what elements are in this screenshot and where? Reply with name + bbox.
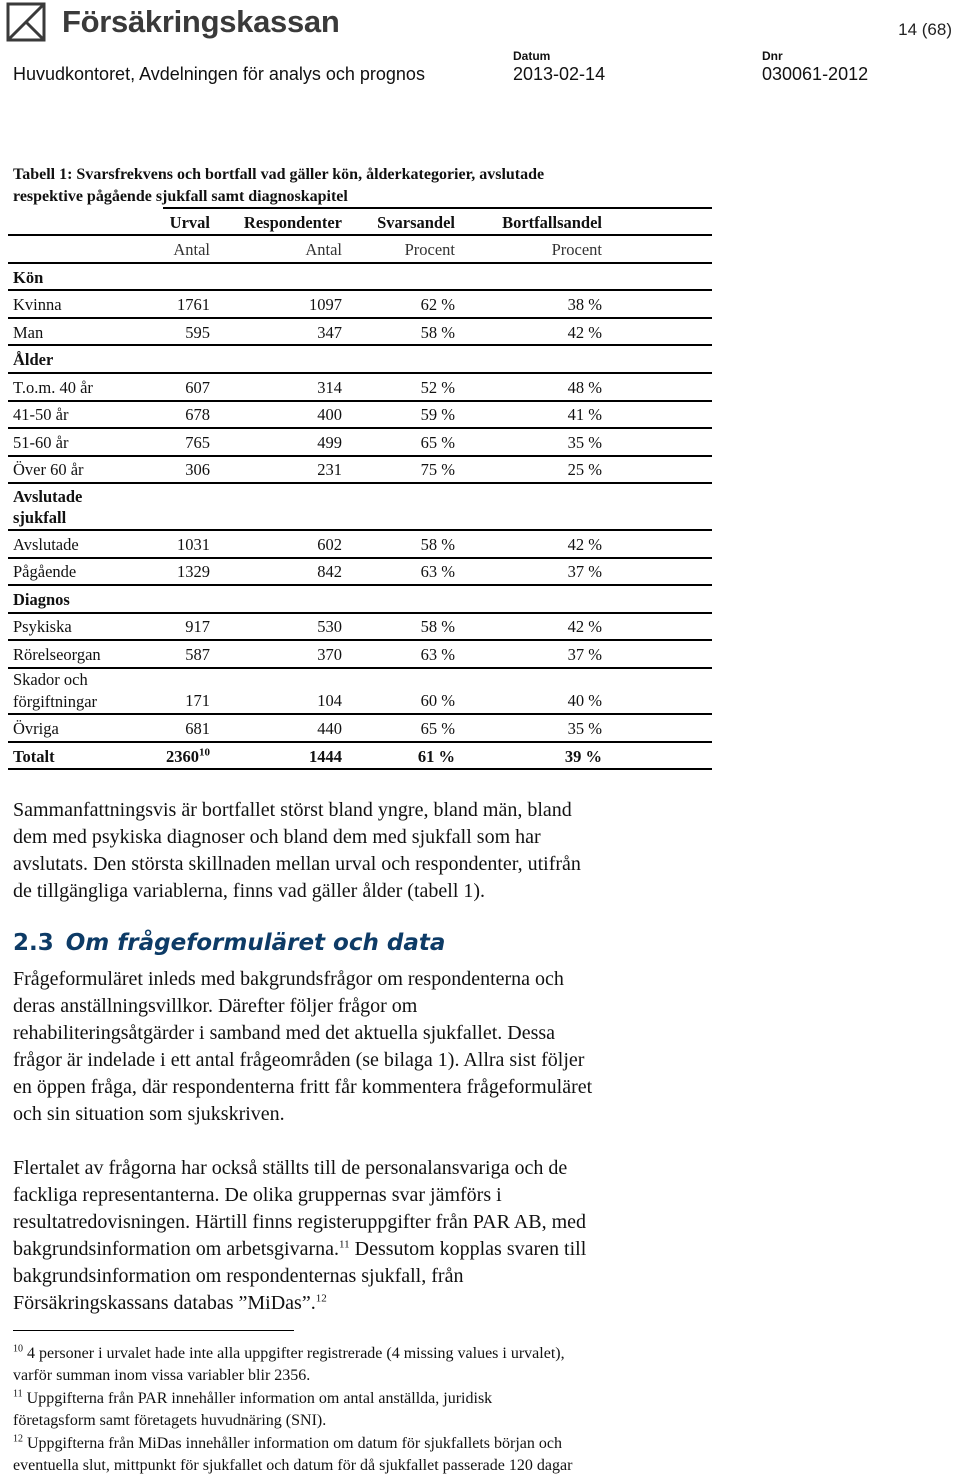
text-line: Frågeformuläret inleds med bakgrundsfrågor om respondenterna och: [13, 968, 564, 990]
footnote-ref: 12: [315, 1292, 327, 1305]
cell-bortfallsandel: 48 %: [567, 378, 602, 397]
footnote-separator: [13, 1330, 294, 1331]
footnote-line: företagsform samt företagets huvudnäring (SNI).: [13, 1412, 327, 1429]
column-header-urval: Urval: [169, 213, 210, 232]
cell-respondenter: 530: [317, 617, 342, 636]
text-line: avslutats. Den största skillnaden mellan urval och respondenter, utifrån: [13, 853, 581, 875]
footnote-text: Uppgifterna från PAR innehåller information om antal anställda, juridisk: [22, 1390, 493, 1407]
row-label: Kvinna: [13, 295, 62, 314]
table-rule: [8, 713, 712, 715]
column-unit: Procent: [551, 240, 602, 259]
text-line: [13, 1236, 713, 1263]
text-line: bakgrundsinformation om respondenternas sjukfall, från: [13, 1265, 464, 1287]
table-rule: [8, 741, 712, 743]
column-unit: Antal: [173, 240, 210, 259]
row-label: 51-60 år: [13, 433, 69, 452]
table-rule: [163, 207, 712, 209]
table-rule: [8, 639, 712, 641]
text-line: dem med psykiska diagnoser och bland dem med sjukfall som har: [13, 826, 541, 848]
cell-respondenter: 499: [317, 433, 342, 452]
row-label-total: Totalt: [13, 747, 55, 766]
cell-urval: 306: [185, 460, 210, 479]
footnote-10: [13, 1343, 733, 1387]
column-header-svarsandel: Svarsandel: [377, 213, 455, 232]
cell-respondenter: 231: [317, 460, 342, 479]
footnote-11: [13, 1388, 733, 1432]
footnote-12: [13, 1433, 733, 1477]
page-number: 14 (68): [898, 20, 952, 39]
table-rule: [8, 372, 712, 374]
row-label-line: förgiftningar: [13, 692, 98, 711]
date-value: 2013-02-14: [513, 64, 606, 84]
cell-respondenter: 347: [317, 323, 342, 342]
table-rule: [8, 768, 712, 770]
cell-urval: 1761: [177, 295, 210, 314]
cell-bortfallsandel: 37 %: [567, 562, 602, 581]
row-label: Avslutade: [13, 535, 79, 554]
table-rule: [8, 234, 712, 236]
cell-urval: 607: [185, 378, 210, 397]
section-title: Om frågeformuläret och data: [65, 930, 446, 956]
text-line: frågor är indelade i ett antal frågeområden (se bilaga 1). Allra sist följer: [13, 1049, 585, 1071]
section-header-line: sjukfall: [13, 508, 67, 527]
table-rule: [8, 557, 712, 559]
cell-bortfallsandel: 37 %: [567, 645, 602, 664]
paragraph-questionnaire: [13, 966, 713, 1128]
row-label: Pågående: [13, 562, 77, 581]
cell-respondenter: 440: [317, 719, 342, 738]
cell-bortfallsandel: 25 %: [567, 460, 602, 479]
row-label: Övriga: [13, 719, 59, 738]
table-rule: [8, 612, 712, 614]
section-heading: [13, 930, 445, 956]
table-rule: [8, 584, 712, 586]
text-line: de tillgängliga variablerna, finns vad gäller ålder (tabell 1).: [13, 880, 486, 902]
cell-svarsandel: 59 %: [420, 405, 455, 424]
column-unit: Antal: [305, 240, 342, 259]
footnote-number: 12: [13, 1433, 23, 1445]
cell-urval: 765: [185, 433, 210, 452]
footnote-number: 11: [13, 1388, 23, 1400]
cell-respondenter: 842: [317, 562, 342, 581]
cell-svarsandel-total: 61 %: [417, 747, 455, 766]
cell-svarsandel: 63 %: [420, 645, 455, 664]
department-name: Huvudkontoret, Avdelningen för analys och prognos: [13, 64, 425, 84]
footnote-line: [13, 1388, 733, 1410]
table-rule: [8, 667, 712, 669]
cell-svarsandel: 63 %: [420, 562, 455, 581]
text-line: en öppen fråga, där respondenterna fritt får kommentera frågeformuläret: [13, 1076, 593, 1098]
cell-bortfallsandel: 42 %: [567, 617, 602, 636]
footnote-ref: 11: [339, 1238, 350, 1251]
house-roof-mark-icon: [6, 2, 46, 42]
cell-svarsandel: 58 %: [420, 617, 455, 636]
cell-svarsandel: 60 %: [420, 691, 455, 710]
row-label: T.o.m. 40 år: [13, 378, 93, 397]
table-rule: [8, 427, 712, 429]
cell-bortfallsandel: 35 %: [567, 719, 602, 738]
footnote-text: 4 personer i urvalet hade inte alla uppgifter registrerade (4 missing values i urvalet),: [23, 1345, 565, 1362]
cell-value: 2360: [166, 747, 199, 766]
cell-urval: 681: [185, 719, 210, 738]
cell-svarsandel: 52 %: [420, 378, 455, 397]
cell-respondenter: 314: [317, 378, 342, 397]
footnote-text: Uppgifterna från MiDas innehåller information om datum för sjukfallets början och: [23, 1435, 562, 1452]
footnote-line: varför summan inom vissa variabler blir 2356.: [13, 1367, 311, 1384]
table-rule: [8, 400, 712, 402]
cell-bortfallsandel-total: 39 %: [564, 747, 602, 766]
table-rule: [8, 289, 712, 291]
cell-respondenter: 104: [317, 691, 342, 710]
text-line: fackliga representanterna. De olika gruppernas svar jämförs i: [13, 1184, 502, 1206]
cell-svarsandel: 65 %: [420, 719, 455, 738]
cell-urval: 917: [185, 617, 210, 636]
footnote-number: 10: [13, 1343, 23, 1355]
table-caption: [13, 164, 713, 207]
row-label: Rörelseorgan: [13, 645, 101, 664]
cell-svarsandel: 65 %: [420, 433, 455, 452]
text-line: rehabiliteringsåtgärder i samband med det aktuella sjukfallet. Dessa: [13, 1022, 556, 1044]
cell-respondenter-total: 1444: [309, 747, 342, 766]
cell-svarsandel: 75 %: [420, 460, 455, 479]
section-number: 2.3: [13, 930, 54, 956]
column-unit: Procent: [404, 240, 455, 259]
cell-bortfallsandel: 40 %: [567, 691, 602, 710]
cell-svarsandel: 58 %: [420, 535, 455, 554]
dnr-label: Dnr: [762, 49, 783, 63]
table-rule: [8, 482, 712, 484]
text-line: och sin situation som sjukskriven.: [13, 1103, 285, 1125]
section-header-diagnos: Diagnos: [13, 590, 70, 609]
footnote-line: [13, 1433, 733, 1455]
row-label-line: Skador och: [13, 670, 88, 689]
cell-svarsandel: 58 %: [420, 323, 455, 342]
row-label: 41-50 år: [13, 405, 69, 424]
cell-svarsandel: 62 %: [420, 295, 455, 314]
paragraph-registry: [13, 1155, 713, 1317]
cell-bortfallsandel: 42 %: [567, 535, 602, 554]
section-header-kon: Kön: [13, 268, 44, 287]
cell-respondenter: 370: [317, 645, 342, 664]
cell-bortfallsandel: 41 %: [567, 405, 602, 424]
table-rule: [8, 262, 712, 264]
cell-bortfallsandel: 35 %: [567, 433, 602, 452]
paragraph-summary: [13, 797, 713, 905]
row-label: Man: [13, 323, 44, 342]
table-rule: [8, 344, 712, 346]
row-label: Psykiska: [13, 617, 72, 636]
table-rule: [8, 529, 712, 531]
table-rule: [8, 455, 712, 457]
cell-respondenter: 602: [317, 535, 342, 554]
brand-logo-text: Försäkringskassan: [62, 4, 340, 39]
row-label: Över 60 år: [13, 460, 84, 479]
cell-respondenter: 1097: [309, 295, 342, 314]
dnr-value: 030061-2012: [762, 64, 869, 84]
text-line: resultatredovisningen. Härtill finns registeruppgifter från PAR AB, med: [13, 1211, 587, 1233]
cell-respondenter: 400: [317, 405, 342, 424]
section-header-line: Avslutade: [13, 487, 83, 506]
footnote-line: [13, 1343, 733, 1365]
cell-urval: 1031: [177, 535, 210, 554]
text-segment: bakgrundsinformation om arbetsgivarna.: [13, 1238, 340, 1260]
table-rule: [8, 317, 712, 319]
text-line: [13, 1290, 713, 1317]
row-label: [13, 669, 97, 713]
section-header-alder: Ålder: [13, 350, 54, 369]
footnote-line: eventuella slut, mittpunkt för sjukfallet och datum för då sjukfallet passerade 120 dagar: [13, 1457, 573, 1474]
section-header-sjukfall: [13, 486, 82, 528]
text-line: deras anställningsvillkor. Därefter följer frågor om: [13, 995, 418, 1017]
text-segment: Försäkringskassans databas ”MiDas”.: [13, 1292, 316, 1314]
cell-bortfallsandel: 38 %: [567, 295, 602, 314]
table-caption-line: respektive pågående sjukfall samt diagnoskapitel: [13, 187, 348, 205]
footnote-ref: 10: [199, 746, 210, 759]
column-header-bortfallsandel: Bortfallsandel: [502, 213, 602, 232]
date-label: Datum: [513, 49, 551, 63]
table-caption-line: Tabell 1: Svarsfrekvens och bortfall vad gäller kön, ålderkategorier, avslutade: [13, 166, 545, 183]
cell-urval: 678: [185, 405, 210, 424]
cell-urval: 595: [185, 323, 210, 342]
cell-urval: 1329: [177, 562, 210, 581]
column-header-respondenter: Respondenter: [243, 213, 342, 232]
cell-urval-total: [166, 747, 210, 767]
cell-bortfallsandel: 42 %: [567, 323, 602, 342]
text-line: Flertalet av frågorna har också ställts till de personalansvariga och de: [13, 1157, 568, 1179]
text-segment: Dessutom kopplas svaren till: [349, 1238, 587, 1260]
cell-urval: 171: [185, 691, 210, 710]
cell-urval: 587: [185, 645, 210, 664]
text-line: Sammanfattningsvis är bortfallet störst bland yngre, bland män, bland: [13, 799, 572, 821]
